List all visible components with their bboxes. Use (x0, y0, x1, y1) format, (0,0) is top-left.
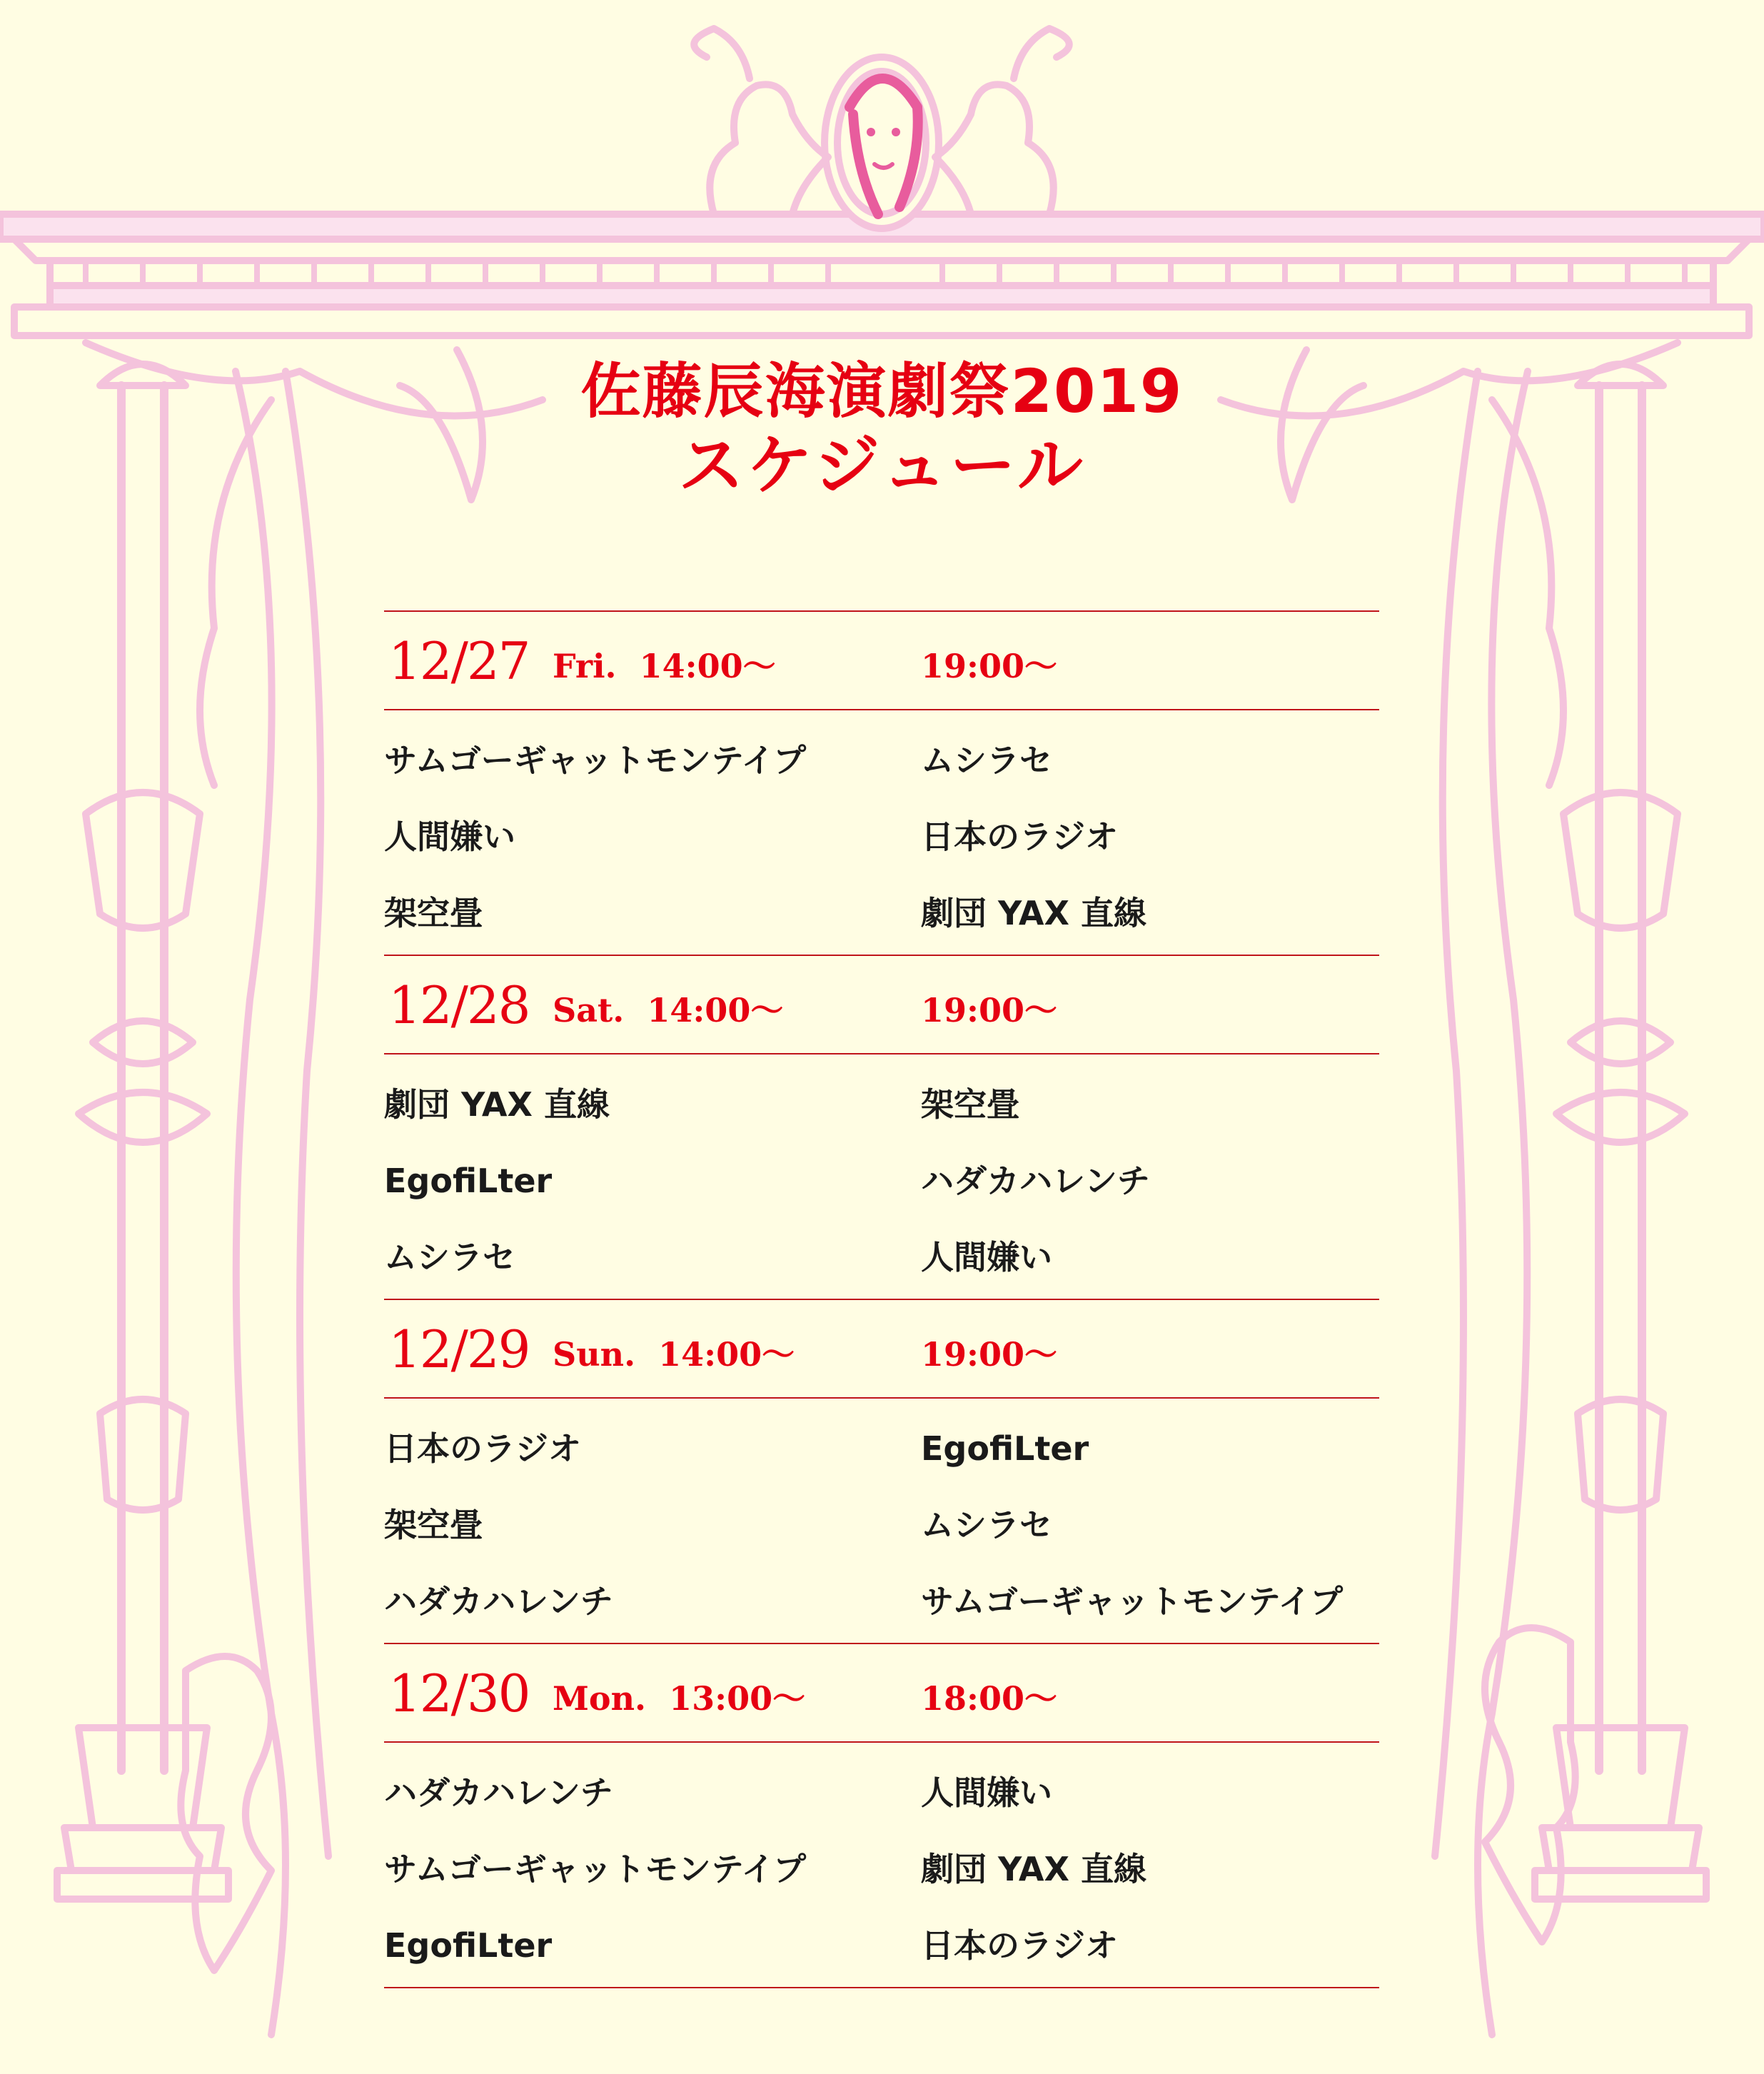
troupe-name: EgofiLter (921, 1429, 1089, 1468)
troupe-name: 日本のラジオ (384, 1429, 581, 1468)
schedule-table (384, 610, 1379, 1988)
evening-time: 19:00〜 (921, 991, 1058, 1030)
evening-time: 18:00〜 (921, 1679, 1058, 1718)
day-block (384, 610, 1379, 955)
day-header (384, 1300, 1379, 1399)
day-block (384, 1299, 1379, 1643)
day-header (384, 956, 1379, 1054)
troupe-name: 日本のラジオ (921, 817, 1118, 856)
troupe-name: ムシラセ (384, 1238, 515, 1277)
troupe-name: 劇団 YAX 直線 (921, 894, 1147, 932)
matinee-time: Fri. 14:00〜 (553, 647, 776, 685)
troupe-name: 架空畳 (384, 1506, 483, 1544)
schedule-heading: スケジュール (678, 428, 1086, 504)
troupe-name: 架空畳 (384, 894, 483, 932)
troupe-name: ハダカハレンチ (921, 1162, 1150, 1200)
day-header (384, 612, 1379, 710)
evening-time: 19:00〜 (921, 647, 1058, 685)
troupe-name: ムシラセ (921, 741, 1052, 780)
festival-title: 佐藤辰海演劇祭2019 (580, 356, 1184, 426)
troupe-name: EgofiLter (384, 1162, 553, 1200)
matinee-time: Sat. 14:00〜 (553, 991, 784, 1030)
troupe-name: サムゴーギャットモンテイプ (384, 741, 807, 780)
troupe-name: ハダカハレンチ (384, 1773, 613, 1812)
day-block (384, 1643, 1379, 1988)
troupe-name: 劇団 YAX 直線 (384, 1085, 610, 1124)
matinee-time: Sun. 14:00〜 (553, 1335, 795, 1374)
matinee-time: Mon. 13:00〜 (553, 1679, 806, 1718)
day-header (384, 1644, 1379, 1743)
troupe-name: サムゴーギャットモンテイプ (921, 1582, 1344, 1621)
day-block (384, 955, 1379, 1299)
troupe-name: 日本のラジオ (921, 1926, 1118, 1965)
troupe-name: ムシラセ (921, 1506, 1052, 1544)
troupe-name: 人間嫌い (921, 1238, 1052, 1277)
evening-time: 19:00〜 (921, 1335, 1058, 1374)
troupe-name: 劇団 YAX 直線 (921, 1850, 1147, 1888)
date-label: 12/29 (388, 1319, 530, 1379)
troupe-name: サムゴーギャットモンテイプ (384, 1850, 807, 1888)
troupe-name: 人間嫌い (921, 1773, 1052, 1812)
troupe-name: ハダカハレンチ (384, 1582, 613, 1621)
troupe-name: 人間嫌い (384, 817, 515, 856)
date-label: 12/30 (388, 1663, 530, 1723)
troupe-name: 架空畳 (921, 1085, 1019, 1124)
date-label: 12/27 (388, 631, 530, 691)
date-label: 12/28 (388, 975, 530, 1035)
troupe-name: EgofiLter (384, 1926, 553, 1965)
